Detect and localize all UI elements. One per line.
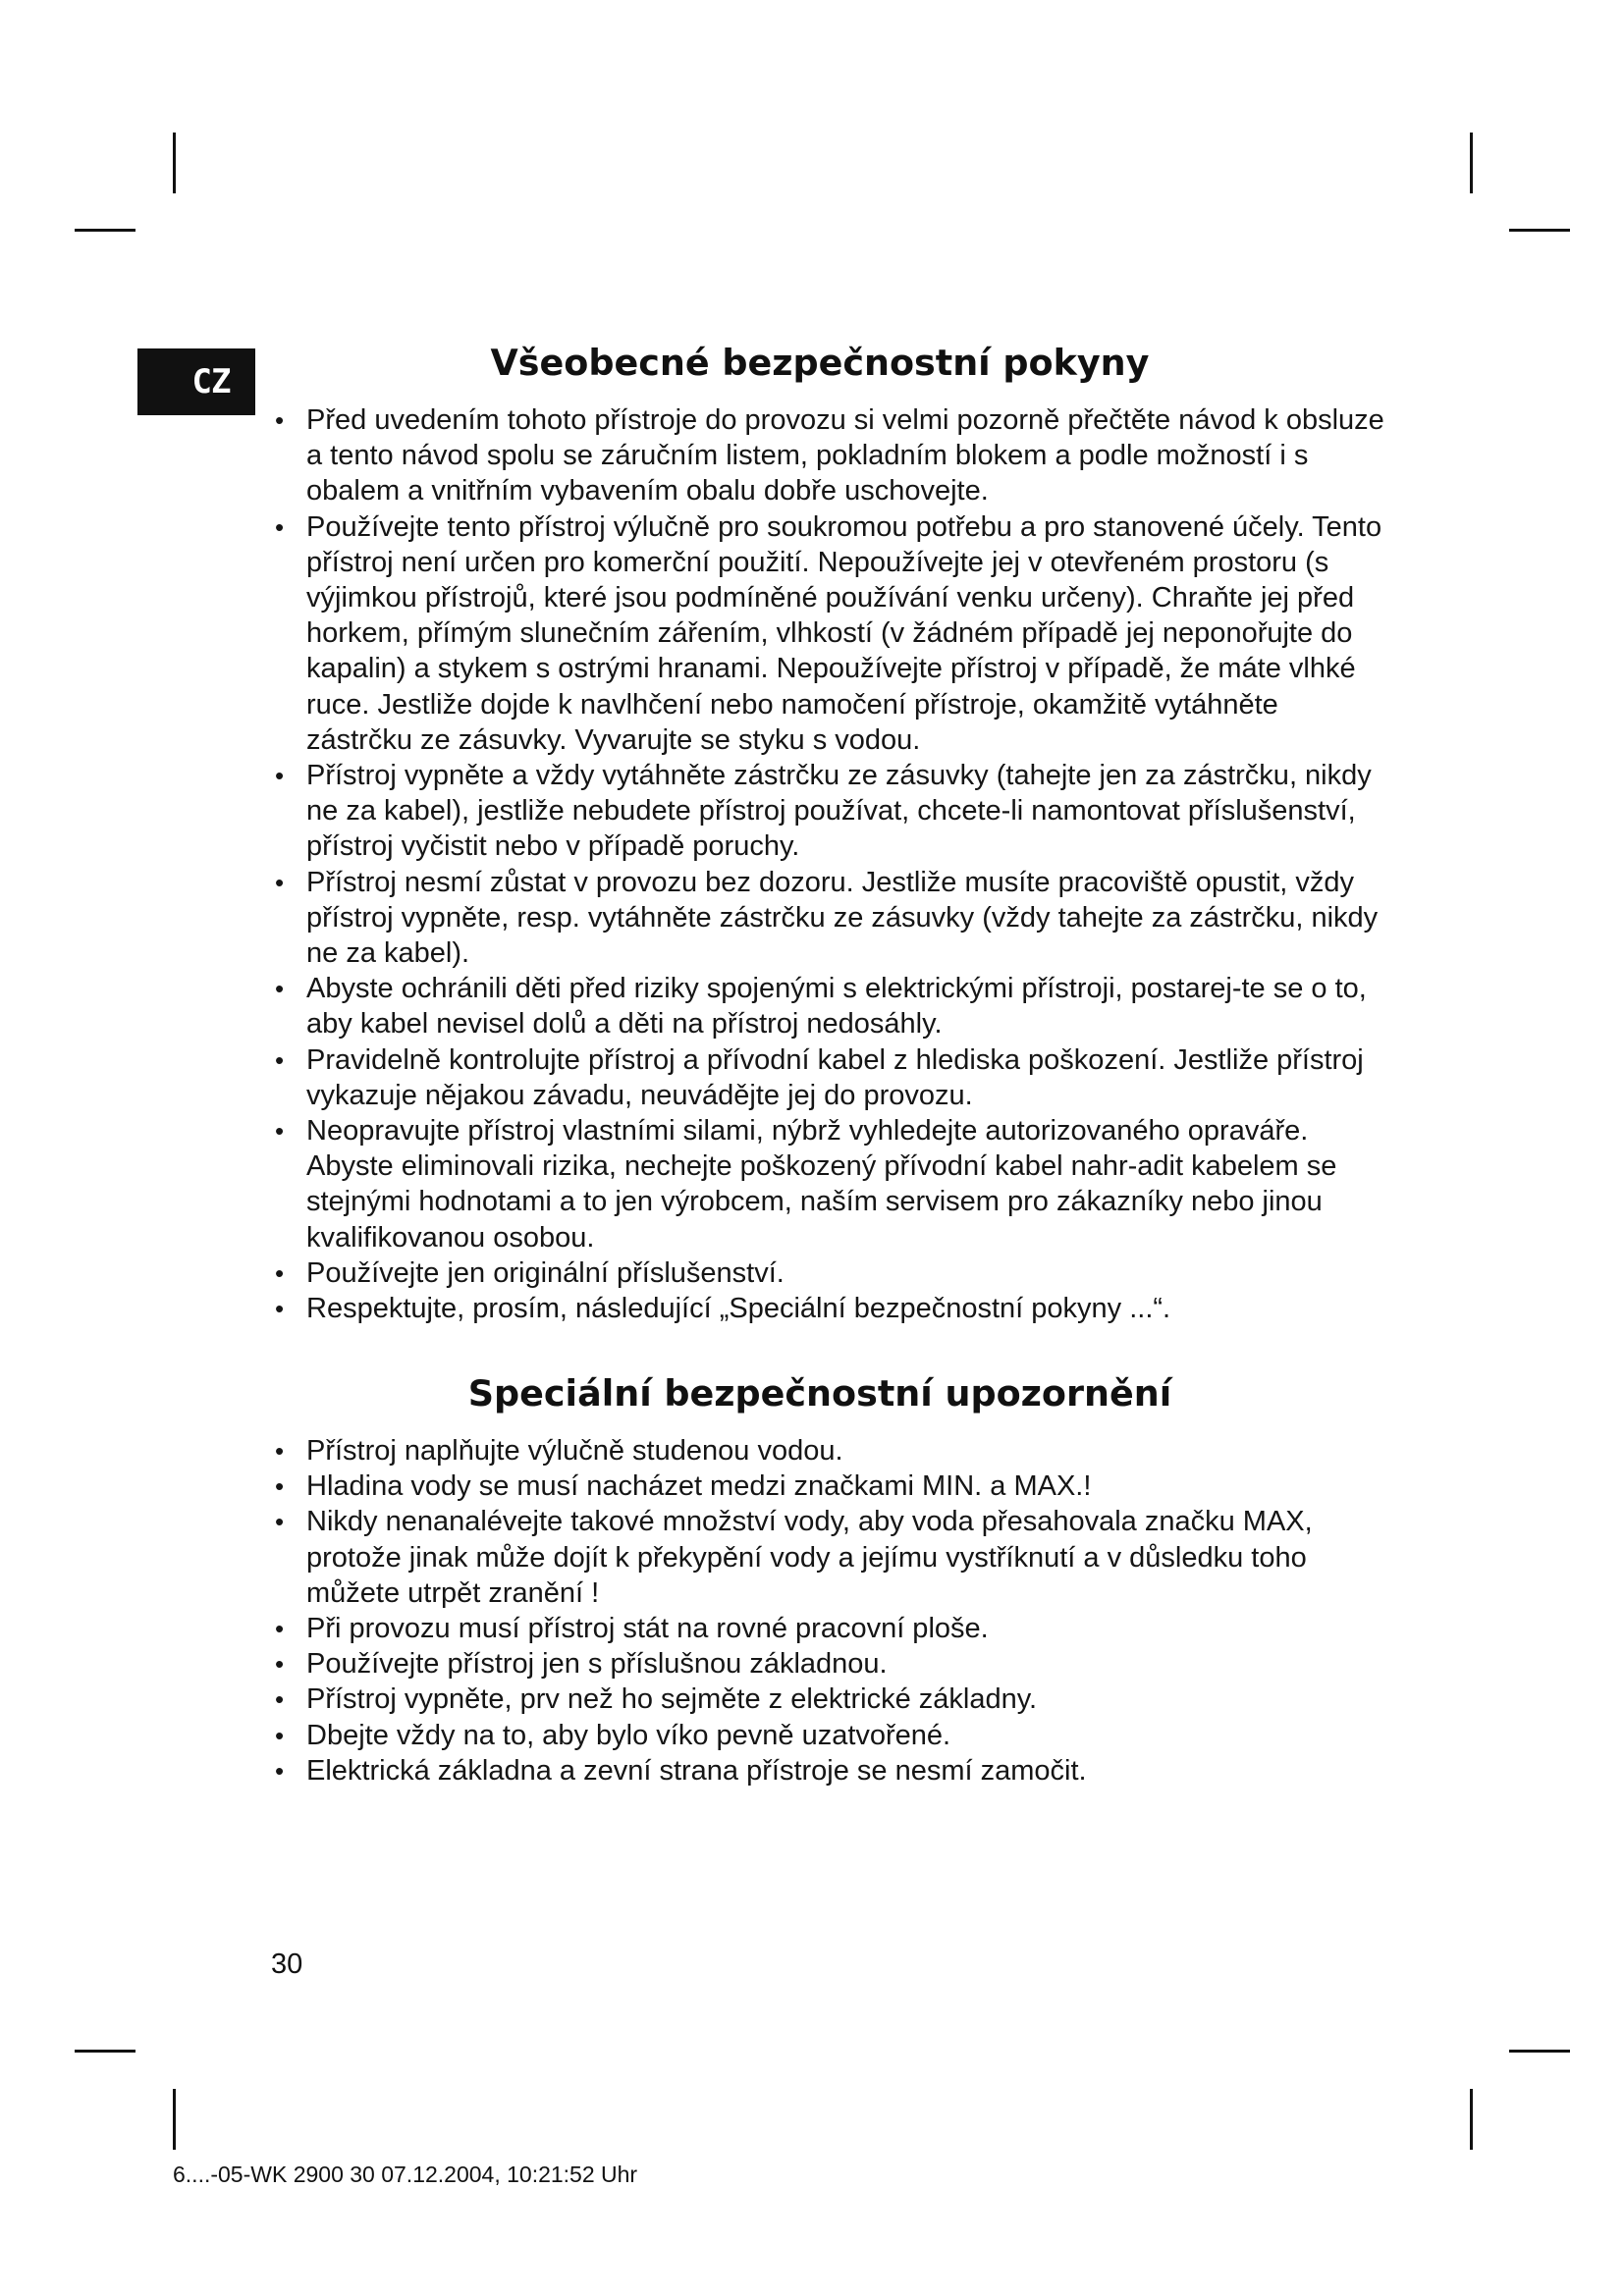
list-item: • Přístroj vypněte, prv než ho sejměte z elektrické základny. — [275, 1682, 1384, 1717]
crop-mark — [75, 229, 135, 232]
crop-mark — [1470, 133, 1473, 193]
crop-mark — [173, 2089, 176, 2150]
list-item: • Neopravujte přístroj vlastními silami, nýbrž vyhledejte autorizovaného opraváře. Abyste eliminovali rizika, nechejte poškozený přívodní kabel nahr-adit kabelem se stejnými hodnotami a to jen výrobcem, naším servisem pro zákazníky nebo jinou kvalifikovanou osobou. — [275, 1113, 1384, 1255]
general-safety-list — [275, 402, 1384, 1326]
crop-mark — [1470, 2089, 1473, 2150]
list-item: • Přístroj naplňujte výlučně studenou vodou. — [275, 1433, 1384, 1468]
list-item: • Před uvedením tohoto přístroje do provozu si velmi pozorně přečtěte návod k obsluze a tento návod spolu se záručním listem, pokladním blokem a podle možností i s obalem a vnitřním vybavením obalu dobře uschovejte. — [275, 402, 1384, 509]
list-item: • Pravidelně kontrolujte přístroj a přívodní kabel z hlediska poškození. Jestliže přístroj vykazuje nějakou závadu, neuvádějte jej do provozu. — [275, 1042, 1384, 1113]
list-item: • Elektrická základna a zevní strana přístroje se nesmí zamočit. — [275, 1753, 1384, 1789]
list-item: • Používejte přístroj jen s příslušnou základnou. — [275, 1646, 1384, 1682]
list-item: • Nikdy nenanalévejte takové množství vody, aby voda přesahovala značku MAX, protože jinak může dojít k překypění vody a jejímu vystříknutí a v důsledku toho můžete utrpět zranění ! — [275, 1504, 1384, 1611]
list-item: • Používejte jen originální příslušenství. — [275, 1255, 1384, 1291]
language-tab: CZ — [137, 348, 255, 415]
crop-mark — [75, 2050, 135, 2053]
list-item: • Abyste ochránili děti před riziky spojenými s elektrickými přístroji, postarej-te se o to, aby kabel nevisel dolů a děti na přístroj nedosáhly. — [275, 971, 1384, 1041]
list-item: • Při provozu musí přístroj stát na rovné pracovní ploše. — [275, 1611, 1384, 1646]
list-item: • Respektujte, prosím, následující „Speciální bezpečnostní pokyny ...“. — [275, 1291, 1384, 1326]
section-title-special-safety: Speciální bezpečnostní upozornění — [467, 1372, 1172, 1415]
special-safety-list — [275, 1433, 1384, 1789]
list-item: • Používejte tento přístroj výlučně pro soukromou potřebu a pro stanovené účely. Tento přístroj není určen pro komerční použití. Nepoužívejte jej v otevřeném prostoru (s výjimkou přístrojů, které jsou podmíněné používání venku určeny). Chraňte jej před horkem, přímým slunečním zářením, vlhkostí (v žádném případě jej neponořujte do kapalin) a stykem s ostrými hranami. Nepoužívejte přístroj v případě, že máte vlhké ruce. Jestliže dojde k navlhčení nebo namočení přístroje, okamžitě vytáhněte zástrčku ze zásuvky. Vyvarujte se styku s vodou. — [275, 509, 1384, 758]
crop-mark — [1509, 2050, 1570, 2053]
page-number: 30 — [271, 1949, 303, 1980]
list-item: • Dbejte vždy na to, aby bylo víko pevně uzatvořené. — [275, 1718, 1384, 1753]
crop-mark — [173, 133, 176, 193]
list-item: • Přístroj vypněte a vždy vytáhněte zástrčku ze zásuvky (tahejte jen za zástrčku, nikdy ne za kabel), jestliže nebudete přístroj používat, chcete-li namontovat příslušenství, přístroj vyčistit nebo v případě poruchy. — [275, 758, 1384, 865]
print-footer: 6....-05-WK 2900 30 07.12.2004, 10:21:52 Uhr — [173, 2162, 638, 2187]
section-title-general-safety: Všeobecné bezpečnostní pokyny — [490, 342, 1150, 384]
list-item: • Přístroj nesmí zůstat v provozu bez dozoru. Jestliže musíte pracoviště opustit, vždy přístroj vypněte, resp. vytáhněte zástrčku ze zásuvky (vždy tahejte za zástrčku, nikdy ne za kabel). — [275, 865, 1384, 972]
crop-mark — [1509, 229, 1570, 232]
list-item: • Hladina vody se musí nacházet medzi značkami MIN. a MAX.! — [275, 1468, 1384, 1504]
